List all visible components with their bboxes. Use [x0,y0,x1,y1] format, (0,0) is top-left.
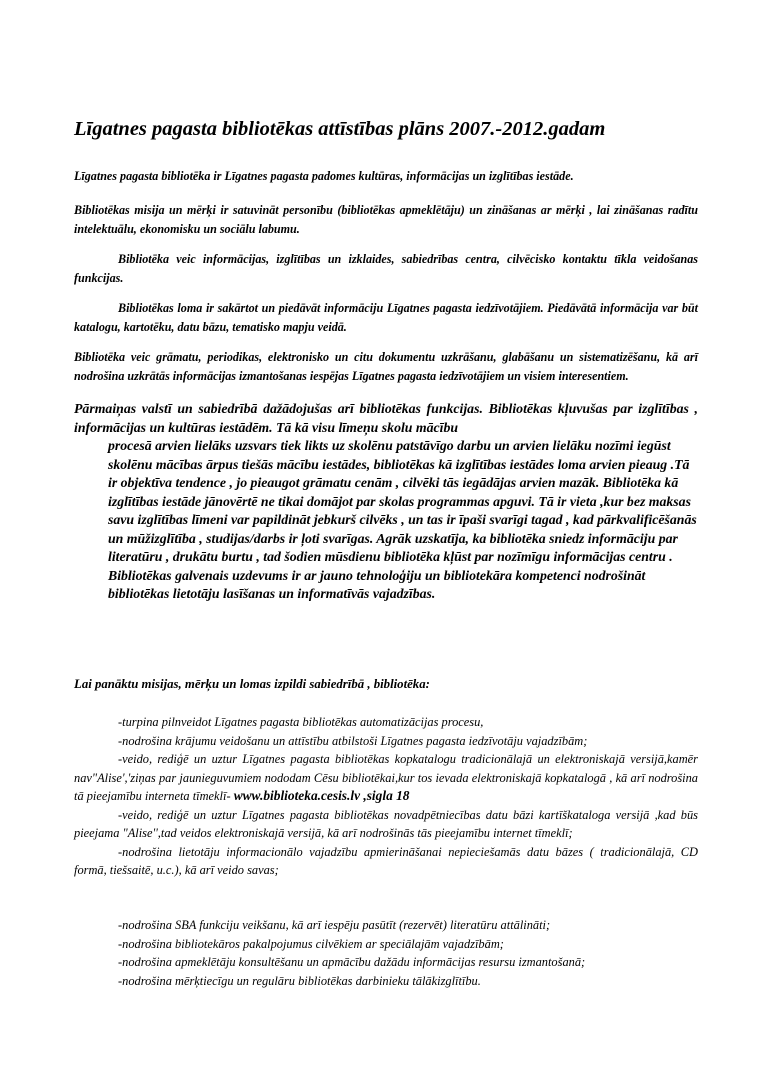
catalogue-link: www.biblioteka.cesis.lv ,sigla 18 [233,788,410,803]
list-item: -nodrošina krājumu veidošanu un attīstību atbilstoši Līgatnes pagasta iedzīvotāju vajadzībām; [118,733,588,748]
catalogue-text: -veido, rediģē un uztur Līgatnes pagasta bibliotēkas kopkatalogu tradicionālajā un elektroniskajā versijā,kamēr nav"Alise','ziņas par jaunieguvumiem nododam Cēsu bibliotēkai,kur tos ievada elektroniskajā kopkatalogā , kā arī nodrošina tā pieejamību interneta tīmeklī- [74,752,698,803]
list-item: -nodrošina bibliotekāros pakalpojumus cilvēkiem ar speciālajām vajadzībām; [118,936,504,951]
goals-heading: Lai panāktu misijas, mērķu un lomas izpildi sabiedrībā , bibliotēka: [74,677,430,691]
paragraph-changes-body: procesā arvien lielāks uzsvars tiek likts uz skolēnu patstāvīgo darbu un arvien lielāku nozīmi iegūst skolēnu mācības ārpus tiešās mācību iestādes, bibliotēkas kā izglītības iestādes loma arvien pieaug .Tā ir objektīva tendence , jo pieaugot grāmatu cenām , cilvēki tās iegādājas arvien mazāk. Bibliotēka kā izglītības iestāde jānovērtē ne tikai domājot par skolas programmas apguvi. Tā ir vieta ,kur bez maksas savu izglītības līmeni var papildināt jebkurš cilvēks , un tas ir īpaši svarīgi tagad , kad pārkvalificēšanās un mūžizglītība , studijas/darbs ir ļoti svarīgas. Agrāk uzskatīja, ka bibliotēka sniedz informāciju par literatūru , drukātu burtu , tad šodien mūsdienu bibliotēka kļūst par nozīmīgu informācijas centru . Bibliotēkas galvenais uzdevums ir ar jauno tehnoloģiju un bibliotekāra kompetenci nodrošināt bibliotēkas lietotāju lasīšanas un informatīvās vajadzības. [108,438,697,601]
tasks-list-b [74,916,698,990]
list-item: -nodrošina apmeklētāju konsultēšanu un apmācību dažādu informācijas resursu izmantošanā; [118,955,586,969]
list-item: -nodrošina SBA funkciju veikšanu, kā arī iespēju pasūtīt (rezervēt) literatūru attālināti; [118,918,551,932]
list-item: -veido, rediģē un uztur Līgatnes pagasta bibliotēkas novadpētniecības datu bāzi kartīškataloga versijā ,kad būs pieejama "Alise'',tad veidos elektroniskajā versijā, kā arī nodrošinās tās pieejamību internet tīmeklī; [74,807,698,840]
paragraph-functions: Bibliotēka veic informācijas, izglītības un izklaides, sabiedrības centra, cilvēcisko kontaktu tīkla veidošanas funkcijas. [74,252,698,285]
tasks-list-a [74,713,698,880]
paragraph-library-status: Līgatnes pagasta bibliotēka ir Līgatnes pagasta padomes kultūras, informācijas un izglītības iestāde. [74,169,574,183]
document-title: Līgatnes pagasta bibliotēkas attīstības plāns 2007.-2012.gadam [74,118,606,140]
list-item: -nodrošina lietotāju informacionālo vajadzību apmierināšanai nepieciešamās datu bāzes ( tradicionālajā, CD formā, tiešsaitē, u.c.), kā arī veido savas; [74,844,698,877]
paragraph-role: Bibliotēkas loma ir sakārtot un piedāvāt informāciju Līgatnes pagasta iedzīvotājiem. Piedāvātā informācija var būt katalogu, kartotēku, datu bāzu, tematisko mapju veidā. [74,301,698,334]
paragraph-changes-lead: Pārmaiņas valstī un sabiedrībā dažādojušas arī bibliotēkas funkcijas. Bibliotēkas kļuvušas par izglītības , informācijas un kultūras iestādēm. Tā kā visu līmeņu skolu mācību [74,401,698,435]
list-item: -turpina pilnveidot Līgatnes pagasta bibliotēkas automatizācijas procesu, [118,715,484,729]
list-item: -nodrošina mērķtiecīgu un regulāru bibliotēkas darbinieku tālākizglītību. [118,973,481,988]
paragraph-changes [74,400,698,604]
paragraph-collection: Bibliotēka veic grāmatu, periodikas, elektronisko un citu dokumentu uzkrāšanu, glabāšanu un sistematizēšanu, kā arī nodrošina uzkrātās informācijas izmantošanas iespējas Līgatnes pagasta iedzīvotājiem un visiem interesentiem. [74,350,698,383]
list-item-catalogue [74,750,698,806]
paragraph-mission: Bibliotēkas misija un mērķi ir satuvināt personību (bibliotēkas apmeklētāju) un zināšanas ar mērķi , lai zināšanas radītu intelektuālu, ekonomisku un sociālu labumu. [74,203,698,236]
